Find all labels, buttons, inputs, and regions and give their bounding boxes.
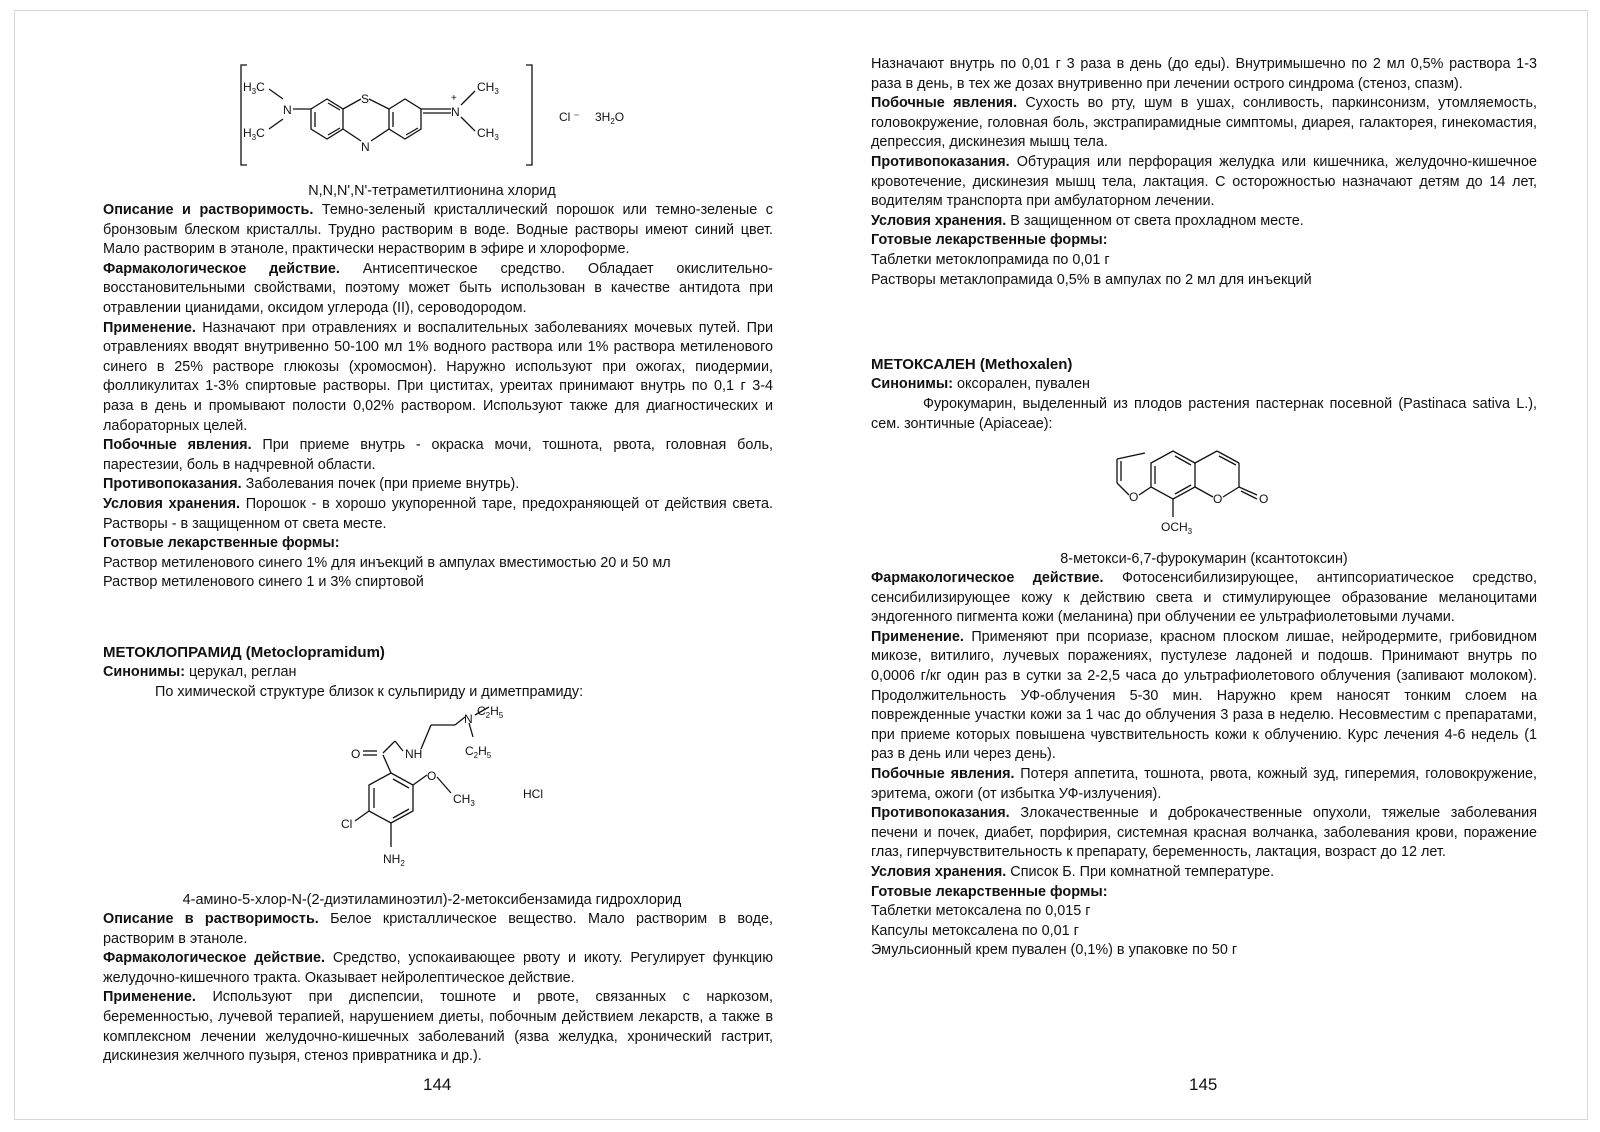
- mb-form-item: Раствор метиленового синего 1 и 3% спиртовой: [103, 574, 424, 591]
- svg-text:O: O: [1259, 492, 1269, 506]
- mb-section-pharmacology: Фармакологическое действие. Антисептическое средство. Обладает окислительно-восстановительными свойствами, поэтому может быть использован в качестве антидота при отравлении цианидами, оксидом углерода (II), сероводородом.: [103, 260, 773, 316]
- svg-text:N: N: [464, 712, 473, 726]
- meto-forms-label: Готовые лекарственные формы:: [871, 232, 1108, 249]
- left-page: [91, 11, 773, 1119]
- meto-section-contraindications: Противопоказания. Обтурация или перфорация желудка или кишечника, желудочно-кишечное кровотечение, дискинезия мышц тела, лактация. С осторожностью назначают детям до 14 лет, водителям транспорта при амбулаторном лечении.: [871, 153, 1537, 210]
- metoclopramide-heading: МЕТОКЛОПРАМИД (Metoclopramidum): [103, 644, 385, 661]
- meto-form-item: Растворы метаклопрамида 0,5% в ампулах по 2 мл для инъекций: [871, 271, 1312, 288]
- svg-text:O: O: [427, 769, 437, 783]
- methoxalen-intro: Фурокумарин, выделенный из плодов растения пастернак посевной (Pastinaca sativa L.), сем. зонтичные (Apiaceae):: [871, 396, 1537, 432]
- svg-text:HCl: HCl: [523, 787, 543, 801]
- meto-section-side-effects: Побочные явления. Сухость во рту, шум в ушах, сонливость, паркинсонизм, утомляемость, головокружение, головная боль, экстрапирамидные симптомы, диарея, галакторея, гинекомастия, депрессия, дискинезия мышц тела.: [871, 95, 1537, 151]
- svg-text:CH3: $CH_3$: [453, 792, 475, 808]
- svg-text:Cl: Cl: [341, 817, 353, 831]
- metoclopramide-body: [103, 910, 773, 1067]
- methylene-blue-body: [103, 201, 773, 593]
- methoxalen-synonyms: Синонимы: оксорален, пувален: [871, 376, 1090, 392]
- mb-section-side-effects: Побочные явления. При приеме внутрь - окраска мочи, тошнота, рвота, головная боль, парестезии, боль в надчревной области.: [103, 437, 773, 473]
- methoxalen-structure: [1109, 429, 1309, 543]
- mb-section-contraindications: Противопоказания. Заболевания почек (при приеме внутрь).: [103, 476, 520, 493]
- meto-form-item: Таблетки метоклопрамида по 0,01 г: [871, 251, 1110, 268]
- svg-text:Cl⁻: Cl ⁻: [559, 110, 580, 124]
- svg-text:H3C: $H_3C$: [243, 80, 265, 96]
- svg-text:O: O: [1129, 490, 1139, 504]
- svg-text:S: S: [361, 92, 370, 106]
- methoxalen-body: [871, 569, 1537, 961]
- methoxalen-name: 8-метокси-6,7-фурокумарин (ксантотоксин): [1060, 551, 1348, 567]
- svg-text:O: O: [351, 747, 361, 761]
- methylene-blue-structure: [239, 61, 659, 175]
- mox-section-application: Применение. Применяют при псориазе, красном плоском лишае, нейродермите, грибовидном микозе, витилиго, лучевых поражениях, пустулезе ладоней и подошв. Принимают внутрь по 0,0006 г/кг один раз в сутки за 2-2,5 часа до ультрафиолетового облучения (запивают молоком). Продолжительность УФ-облучения 5-30 мин. Наружно крем наносят тонким слоем на поврежденные участки кожи за 1 час до облучения 3 раза в неделю. Несовместим с препаратами, при приеме которых повышена чувствительность кожи к облучению. Курс лечения 4-6 недель (1 раз в день или через день).: [871, 628, 1537, 763]
- svg-text:CH3: $CH_3$: [477, 80, 499, 96]
- book-spread: [14, 10, 1588, 1120]
- methylene-blue-name: N,N,N',N'-тетраметилтионина хлорид: [308, 183, 556, 199]
- mox-forms-label: Готовые лекарственные формы:: [871, 883, 1108, 900]
- mox-section-side-effects: Побочные явления. Потеря аппетита, тошнота, рвота, кожный зуд, гиперемия, головокружение, эритема, ожоги (от избытка УФ-излучения).: [871, 765, 1537, 802]
- svg-text:N: N: [283, 103, 292, 117]
- mox-form-item: Капсулы метоксалена по 0,01 г: [871, 922, 1079, 939]
- mox-section-pharmacology: Фармакологическое действие. Фотосенсибилизирующее, антипсориатическое средство, сенсибилизирующее кожу к действию света и стимулирующее образование меланоцитами эндогенного пигмента кожи (меланина) при облучении ее ультрафиолетовыми лучами.: [871, 570, 1537, 626]
- mb-forms-label: Готовые лекарственные формы:: [103, 535, 340, 552]
- mb-section-application: Применение. Назначают при отравлениях и воспалительных заболеваниях мочевых путей. При отравлениях вводят внутривенно 50-100 мл 1% водного раствора или 1% раствора метиленового синего в 25% растворе глюкозы (хромосмон). Наружно используют при ожогах, пиодермии, фолликулитах 1-3% спиртовые растворы. При циститах, уреитах принимают внутрь по 0,1 г 3-4 раза в день и промывают полости 0,02% раствором. Используют также для диагностических и лабораторных целей.: [103, 319, 773, 434]
- svg-text:N: N: [451, 105, 460, 119]
- svg-text:H3C: $H_3C$: [243, 126, 265, 142]
- svg-text:3H2O: $3H_2O$: [595, 110, 625, 126]
- right-page: [871, 11, 1551, 1119]
- mox-section-storage: Условия хранения. Список Б. При комнатной температуре.: [871, 863, 1275, 880]
- svg-text:C2H5: $C_2H_5$: [465, 744, 492, 760]
- svg-text:OCH3: $OCH_3$: [1161, 520, 1193, 536]
- methoxalen-heading: МЕТОКСАЛЕН (Methoxalen): [871, 356, 1073, 373]
- metoclopramide-intro: По химической структуре близок к сульпириду и диметпрамиду:: [155, 684, 584, 700]
- mox-section-contraindications: Противопоказания. Злокачественные и доброкачественные опухоли, тяжелые заболевания печени и почек, диабет, порфирия, системная красная волчанка, заболевания крови, поражение глаз, гиперчувствительность к препарату, беременность, лактация, возраст до 12 лет.: [871, 805, 1537, 861]
- metoclopramide-structure: [323, 699, 583, 885]
- metoclopramide-name: 4-амино-5-хлор-N-(2-диэтиламиноэтил)-2-метоксибензамида гидрохлорид: [182, 892, 682, 908]
- mox-form-item: Эмульсионный крем пувален (0,1%) в упаковке по 50 г: [871, 942, 1238, 959]
- page-number-left: 144: [423, 1075, 452, 1094]
- svg-text:O: O: [1213, 492, 1223, 506]
- mb-form-item: Раствор метиленового синего 1% для инъекций в ампулах вместимостью 20 и 50 мл: [103, 554, 671, 571]
- meto-section-pharmacology: Фармакологическое действие. Средство, успокаивающее рвоту и икоту. Регулирует функцию желудочно-кишечного тракта. Оказывает нейролептическое действие.: [103, 950, 773, 986]
- mox-form-item: Таблетки метоксалена по 0,015 г: [871, 903, 1091, 920]
- svg-text:C2H5: $C_2H_5$: [477, 704, 504, 720]
- svg-text:NH: NH: [405, 747, 423, 761]
- svg-text:NH2: $NH_2$: [383, 852, 405, 868]
- mb-section-storage: Условия хранения. Порошок - в хорошо укупоренной таре, предохраняющей от действия света. Растворы - в защищенном от света месте.: [103, 495, 773, 532]
- meto-dosage-continued: Назначают внутрь по 0,01 г 3 раза в день (до еды). Внутримышечно по 2 мл 0,5% раствора 1-3 раза в день, в тех же дозах внутривенно при лечении острого синдрома (стеноз, спазм).: [871, 56, 1537, 92]
- page-number-right: 145: [1189, 1075, 1218, 1094]
- mb-section-description: Описание и растворимость. Темно-зеленый кристаллический порошок или темно-зеленые с бронзовым блеском кристаллы. Трудно растворим в воде. Водные растворы имеют синий цвет. Мало растворим в этаноле, практически нерастворим в эфире и хлороформе.: [103, 202, 773, 258]
- metoclopramide-continued: [871, 55, 1537, 290]
- svg-text:CH3: $CH_3$: [477, 126, 499, 142]
- svg-text:N: N: [361, 140, 370, 154]
- metoclopramide-synonyms: Синонимы: церукал, реглан: [103, 664, 297, 680]
- meto-section-description: Описание в растворимость. Белое кристаллическое вещество. Мало растворим в воде, растворим в этаноле.: [103, 911, 773, 947]
- svg-text:+: +: [451, 93, 457, 104]
- meto-section-application: Применение. Используют при диспепсии, тошноте и рвоте, связанных с наркозом, беременностью, лучевой терапией, нарушением диеты, побочным действием лекарств, а также в комплексном лечении желудочно-кишечных заболеваний (язва желудка, хронический гастрит, дискинезия желчного пузыря, стеноз привратника и др.).: [103, 989, 773, 1065]
- meto-section-storage: Условия хранения. В защищенном от света прохладном месте.: [871, 212, 1304, 229]
